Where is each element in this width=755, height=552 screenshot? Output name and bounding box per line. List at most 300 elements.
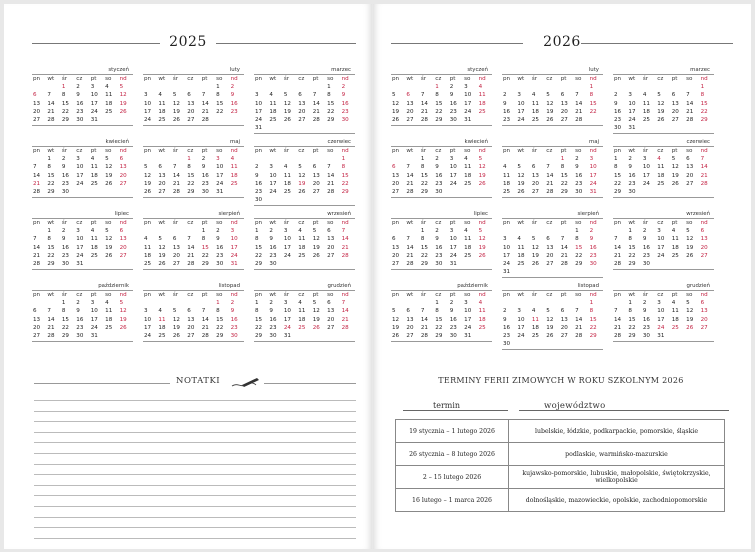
day-cell: 6 bbox=[33, 92, 37, 99]
month-rule bbox=[254, 269, 355, 270]
day-cell: 30 bbox=[76, 117, 84, 124]
day-cell: 10 bbox=[589, 164, 597, 171]
month-rule bbox=[391, 125, 492, 126]
day-cell: 27 bbox=[312, 189, 320, 196]
day-cell: 5 bbox=[119, 84, 124, 91]
weekday-header: pn bbox=[392, 292, 400, 298]
day-cell: 29 bbox=[575, 261, 583, 268]
day-cell: 2 bbox=[449, 84, 454, 91]
empty-cell bbox=[405, 83, 419, 91]
month-rule bbox=[613, 133, 714, 134]
day-cell: 24 bbox=[216, 180, 224, 187]
weekday-header: pt bbox=[449, 76, 456, 82]
weekday-header: śr bbox=[420, 76, 427, 82]
day-cell: 23 bbox=[76, 324, 84, 331]
day-cell: 19 bbox=[392, 108, 400, 115]
day-cell: 19 bbox=[172, 324, 180, 331]
day-cell: 26 bbox=[119, 324, 127, 331]
day-cell: 13 bbox=[392, 172, 400, 179]
day-cell: 20 bbox=[298, 108, 306, 115]
day-cell: 16 bbox=[269, 244, 277, 251]
month-czerwiec bbox=[254, 138, 355, 206]
table-row bbox=[396, 443, 725, 466]
day-cell: 18 bbox=[671, 316, 679, 323]
day-cell: 13 bbox=[406, 100, 414, 107]
day-cell: 27 bbox=[671, 117, 679, 124]
day-cell: 27 bbox=[327, 324, 335, 331]
day-cell: 6 bbox=[327, 228, 331, 235]
day-cell: 22 bbox=[255, 252, 263, 259]
day-cell: 15 bbox=[420, 244, 428, 251]
day-cell: 18 bbox=[158, 108, 166, 115]
day-cell: 16 bbox=[642, 316, 650, 323]
day-cell: 9 bbox=[61, 236, 66, 243]
day-cell: 22 bbox=[700, 108, 708, 115]
day-cell: 21 bbox=[327, 180, 335, 187]
day-cell: 15 bbox=[435, 316, 443, 323]
day-cell: 9 bbox=[61, 164, 66, 171]
day-cell: 25 bbox=[642, 117, 650, 124]
day-cell: 18 bbox=[531, 324, 539, 331]
right-page bbox=[373, 4, 751, 549]
weekday-header: pn bbox=[503, 292, 511, 298]
day-cell: 28 bbox=[341, 324, 349, 331]
day-cell: 30 bbox=[642, 261, 650, 268]
winter-break-table bbox=[395, 419, 725, 512]
day-cell: 17 bbox=[76, 244, 84, 251]
day-cell: 7 bbox=[341, 300, 346, 307]
day-cell: 23 bbox=[216, 252, 224, 259]
day-cell: 6 bbox=[700, 228, 705, 235]
day-cell: 21 bbox=[33, 252, 41, 259]
day-cell: 9 bbox=[449, 308, 454, 315]
weekday-header: pn bbox=[255, 148, 263, 154]
weekday-header: nd bbox=[119, 292, 127, 298]
weekday-header: pt bbox=[671, 220, 678, 226]
day-cell: 22 bbox=[47, 252, 55, 259]
day-cell: 4 bbox=[230, 156, 235, 163]
day-cell: 15 bbox=[255, 316, 263, 323]
day-cell: 1 bbox=[589, 84, 594, 91]
day-cell: 29 bbox=[327, 117, 335, 124]
day-cell: 25 bbox=[531, 117, 539, 124]
day-cell: 24 bbox=[657, 324, 665, 331]
weekday-header: wt bbox=[406, 292, 414, 298]
day-cell: 5 bbox=[531, 236, 536, 243]
day-cell: 18 bbox=[90, 244, 98, 251]
day-cell: 30 bbox=[435, 261, 443, 268]
day-cell: 4 bbox=[671, 228, 676, 235]
day-cell: 3 bbox=[657, 300, 661, 307]
day-cell: 13 bbox=[172, 244, 180, 251]
day-cell: 19 bbox=[312, 244, 320, 251]
day-cell: 10 bbox=[269, 172, 277, 179]
day-cell: 27 bbox=[298, 117, 306, 124]
month-rule bbox=[502, 197, 603, 198]
day-cell: 8 bbox=[216, 92, 220, 99]
weekday-header: pn bbox=[503, 76, 511, 82]
day-cell: 14 bbox=[312, 100, 320, 107]
day-cell: 7 bbox=[575, 308, 579, 315]
day-cell: 10 bbox=[517, 316, 525, 323]
day-cell: 4 bbox=[503, 164, 507, 171]
day-cell: 8 bbox=[420, 236, 425, 243]
weekday-header: so bbox=[216, 292, 223, 298]
weekday-header: so bbox=[686, 76, 693, 82]
weekday-header: wt bbox=[517, 292, 525, 298]
month-name: marzec bbox=[331, 67, 351, 73]
day-cell: 22 bbox=[61, 324, 69, 331]
day-cell: 11 bbox=[531, 100, 539, 107]
day-cell: 4 bbox=[90, 156, 95, 163]
weekday-header: nd bbox=[341, 76, 349, 82]
empty-cell bbox=[531, 155, 545, 163]
day-cell: 14 bbox=[33, 172, 41, 179]
day-cell: 4 bbox=[464, 228, 468, 235]
month-rule bbox=[502, 277, 603, 278]
day-cell: 15 bbox=[614, 172, 622, 179]
weekday-header: nd bbox=[230, 76, 238, 82]
day-cell: 2 bbox=[449, 300, 454, 307]
day-cell: 9 bbox=[255, 172, 259, 179]
day-cell: 3 bbox=[76, 228, 80, 235]
weekday-header: nd bbox=[119, 220, 127, 226]
day-cell: 30 bbox=[61, 189, 69, 196]
empty-cell bbox=[143, 83, 157, 91]
day-cell: 13 bbox=[312, 172, 320, 179]
day-cell: 23 bbox=[201, 180, 209, 187]
day-cell: 31 bbox=[90, 333, 98, 340]
day-cell: 5 bbox=[158, 236, 162, 243]
weekday-header: nd bbox=[119, 76, 127, 82]
day-cell: 9 bbox=[76, 308, 80, 315]
weekday-header: nd bbox=[700, 148, 708, 154]
empty-cell bbox=[32, 299, 46, 307]
month-name: czerwiec bbox=[686, 139, 710, 145]
weekday-header: pn bbox=[503, 148, 511, 154]
day-cell: 2 bbox=[201, 156, 206, 163]
day-cell: 6 bbox=[546, 236, 550, 243]
day-cell: 28 bbox=[201, 117, 209, 124]
day-cell: 20 bbox=[406, 324, 414, 331]
day-cell: 28 bbox=[327, 189, 335, 196]
day-cell: 29 bbox=[628, 333, 636, 340]
day-cell: 7 bbox=[420, 308, 425, 315]
weekday-header: śr bbox=[420, 220, 427, 226]
column-header-termin: termin bbox=[433, 401, 461, 410]
day-cell: 3 bbox=[269, 164, 273, 171]
weekday-header: so bbox=[686, 148, 693, 154]
day-cell: 22 bbox=[628, 324, 636, 331]
day-cell: 24 bbox=[642, 180, 650, 187]
day-cell: 1 bbox=[435, 300, 439, 307]
day-cell: 5 bbox=[478, 156, 483, 163]
day-cell: 20 bbox=[531, 180, 539, 187]
day-cell: 25 bbox=[478, 324, 486, 331]
day-cell: 28 bbox=[420, 117, 428, 124]
day-cell: 24 bbox=[503, 261, 511, 268]
day-cell: 30 bbox=[449, 117, 457, 124]
month-rule bbox=[391, 341, 492, 342]
empty-cell bbox=[545, 155, 559, 163]
month-grid bbox=[613, 218, 714, 268]
month-czerwiec bbox=[613, 138, 714, 198]
empty-cell bbox=[545, 227, 559, 235]
day-cell: 3 bbox=[449, 228, 454, 235]
day-cell: 27 bbox=[700, 252, 708, 259]
note-line bbox=[34, 411, 356, 412]
weekday-header: so bbox=[575, 148, 582, 154]
day-cell: 30 bbox=[435, 189, 443, 196]
weekday-header: pn bbox=[614, 148, 622, 154]
day-cell: 25 bbox=[269, 117, 277, 124]
day-cell: 16 bbox=[76, 100, 84, 107]
month-grid bbox=[32, 146, 133, 196]
day-cell: 8 bbox=[327, 92, 331, 99]
day-cell: 13 bbox=[560, 100, 568, 107]
day-cell: 21 bbox=[614, 252, 622, 259]
day-cell: 16 bbox=[614, 108, 622, 115]
weekday-header: pn bbox=[614, 292, 622, 298]
day-cell: 11 bbox=[503, 172, 511, 179]
day-cell: 28 bbox=[172, 189, 180, 196]
day-cell: 11 bbox=[158, 100, 166, 107]
weekday-header: nd bbox=[478, 148, 486, 154]
day-cell: 19 bbox=[546, 108, 554, 115]
month-name: luty bbox=[229, 67, 240, 73]
notes-title: NOTATKI bbox=[176, 376, 221, 386]
weekday-header: cz bbox=[657, 220, 664, 226]
day-cell: 7 bbox=[47, 92, 51, 99]
day-cell: 7 bbox=[406, 236, 410, 243]
day-cell: 22 bbox=[47, 180, 55, 187]
weekday-header: so bbox=[686, 220, 693, 226]
weekday-header: pn bbox=[144, 76, 152, 82]
weekday-header: pt bbox=[201, 76, 208, 82]
day-cell: 16 bbox=[61, 172, 69, 179]
day-cell: 12 bbox=[546, 316, 554, 323]
month-październik bbox=[32, 282, 133, 342]
day-cell: 12 bbox=[312, 236, 320, 243]
day-cell: 24 bbox=[90, 108, 98, 115]
day-cell: 24 bbox=[144, 333, 152, 340]
empty-cell bbox=[642, 83, 656, 91]
empty-cell bbox=[574, 83, 588, 91]
day-cell: 17 bbox=[464, 100, 472, 107]
day-cell: 26 bbox=[283, 117, 291, 124]
wojewodztwo-cell: kujawsko-pomorskie, lubuskie, małopolskie, świętokrzyskie, wielkopolskie bbox=[509, 466, 725, 489]
weekday-header: so bbox=[464, 220, 471, 226]
weekday-header: wt bbox=[47, 220, 55, 226]
day-cell: 2 bbox=[61, 156, 66, 163]
day-cell: 1 bbox=[255, 228, 259, 235]
day-cell: 26 bbox=[312, 324, 320, 331]
day-cell: 6 bbox=[187, 308, 191, 315]
empty-cell bbox=[420, 83, 434, 91]
day-cell: 1 bbox=[201, 228, 206, 235]
day-cell: 14 bbox=[187, 244, 195, 251]
day-cell: 15 bbox=[341, 172, 349, 179]
day-cell: 30 bbox=[614, 125, 622, 132]
day-cell: 18 bbox=[531, 108, 539, 115]
day-cell: 23 bbox=[61, 252, 69, 259]
day-cell: 23 bbox=[76, 108, 84, 115]
day-cell: 14 bbox=[575, 316, 583, 323]
weekday-header: cz bbox=[76, 220, 83, 226]
day-cell: 7 bbox=[546, 164, 550, 171]
day-cell: 3 bbox=[144, 92, 148, 99]
day-cell: 7 bbox=[327, 164, 331, 171]
empty-cell bbox=[297, 155, 311, 163]
weekday-header: nd bbox=[700, 220, 708, 226]
year-title: 2025 bbox=[169, 34, 207, 50]
empty-cell bbox=[143, 227, 157, 235]
day-cell: 12 bbox=[657, 100, 665, 107]
day-cell: 6 bbox=[172, 236, 177, 243]
day-cell: 10 bbox=[76, 236, 84, 243]
day-cell: 10 bbox=[657, 308, 665, 315]
day-cell: 30 bbox=[230, 333, 238, 340]
day-cell: 12 bbox=[478, 236, 486, 243]
day-cell: 4 bbox=[105, 300, 109, 307]
day-cell: 27 bbox=[560, 117, 568, 124]
day-cell: 20 bbox=[560, 324, 568, 331]
month-rule bbox=[143, 197, 244, 198]
day-cell: 24 bbox=[255, 117, 263, 124]
day-cell: 23 bbox=[642, 324, 650, 331]
day-cell: 8 bbox=[47, 164, 51, 171]
day-cell: 12 bbox=[144, 172, 152, 179]
day-cell: 21 bbox=[312, 108, 320, 115]
day-cell: 28 bbox=[187, 261, 195, 268]
day-cell: 27 bbox=[406, 117, 414, 124]
day-cell: 6 bbox=[187, 92, 191, 99]
day-cell: 16 bbox=[449, 100, 457, 107]
day-cell: 21 bbox=[560, 252, 568, 259]
empty-cell bbox=[516, 299, 530, 307]
day-cell: 2 bbox=[269, 228, 273, 235]
day-cell: 14 bbox=[172, 172, 180, 179]
day-cell: 20 bbox=[327, 316, 335, 323]
empty-cell bbox=[186, 227, 200, 235]
empty-cell bbox=[46, 299, 60, 307]
empty-cell bbox=[545, 83, 559, 91]
day-cell: 15 bbox=[327, 100, 335, 107]
weekday-header: nd bbox=[230, 148, 238, 154]
month-name: kwiecień bbox=[105, 139, 129, 145]
day-cell: 12 bbox=[392, 100, 400, 107]
weekday-header: pn bbox=[33, 76, 41, 82]
day-cell: 21 bbox=[47, 324, 55, 331]
day-cell: 2 bbox=[503, 308, 507, 315]
day-cell: 10 bbox=[449, 164, 457, 171]
day-cell: 4 bbox=[283, 164, 288, 171]
weekday-header: nd bbox=[478, 76, 486, 82]
day-cell: 22 bbox=[628, 252, 636, 259]
note-line bbox=[34, 506, 356, 507]
weekday-header: wt bbox=[517, 220, 525, 226]
month-maj bbox=[502, 138, 603, 198]
day-cell: 23 bbox=[449, 324, 457, 331]
day-cell: 29 bbox=[435, 333, 443, 340]
day-cell: 29 bbox=[614, 189, 622, 196]
day-cell: 21 bbox=[187, 252, 195, 259]
weekday-header: cz bbox=[187, 220, 194, 226]
empty-cell bbox=[391, 299, 405, 307]
day-cell: 25 bbox=[531, 333, 539, 340]
month-grid bbox=[502, 218, 603, 276]
note-line bbox=[34, 538, 356, 539]
day-cell: 22 bbox=[216, 324, 224, 331]
day-cell: 28 bbox=[406, 261, 414, 268]
empty-cell bbox=[32, 227, 46, 235]
weekday-header: pt bbox=[312, 76, 319, 82]
day-cell: 20 bbox=[187, 108, 195, 115]
day-cell: 15 bbox=[47, 172, 55, 179]
day-cell: 21 bbox=[47, 108, 55, 115]
weekday-header: cz bbox=[187, 148, 194, 154]
weekday-header: pn bbox=[392, 220, 400, 226]
day-cell: 22 bbox=[341, 180, 349, 187]
day-cell: 27 bbox=[33, 117, 41, 124]
weekday-header: pn bbox=[33, 292, 41, 298]
day-cell: 21 bbox=[172, 180, 180, 187]
day-cell: 16 bbox=[230, 316, 238, 323]
weekday-header: cz bbox=[298, 220, 305, 226]
day-cell: 5 bbox=[392, 308, 396, 315]
empty-cell bbox=[627, 83, 641, 91]
day-cell: 21 bbox=[341, 316, 349, 323]
day-cell: 13 bbox=[119, 236, 127, 243]
day-cell: 17 bbox=[230, 244, 238, 251]
day-cell: 31 bbox=[503, 269, 511, 276]
day-cell: 9 bbox=[269, 236, 273, 243]
month-rule bbox=[254, 133, 355, 134]
weekday-header: wt bbox=[406, 76, 414, 82]
day-cell: 24 bbox=[90, 324, 98, 331]
day-cell: 8 bbox=[575, 236, 579, 243]
day-cell: 20 bbox=[119, 172, 127, 179]
day-cell: 22 bbox=[61, 108, 69, 115]
weekday-header: pt bbox=[449, 220, 456, 226]
empty-cell bbox=[143, 155, 157, 163]
weekday-header: pn bbox=[144, 148, 152, 154]
weekday-header: nd bbox=[341, 220, 349, 226]
empty-cell bbox=[420, 299, 434, 307]
day-cell: 10 bbox=[628, 100, 636, 107]
day-cell: 9 bbox=[503, 316, 507, 323]
day-cell: 14 bbox=[406, 244, 414, 251]
day-cell: 28 bbox=[341, 252, 349, 259]
day-cell: 20 bbox=[392, 252, 400, 259]
weekday-header: wt bbox=[406, 220, 414, 226]
day-cell: 26 bbox=[119, 108, 127, 115]
day-cell: 22 bbox=[435, 108, 443, 115]
weekday-header: wt bbox=[269, 292, 277, 298]
day-cell: 22 bbox=[255, 324, 263, 331]
day-cell: 25 bbox=[464, 180, 472, 187]
day-cell: 12 bbox=[686, 308, 694, 315]
day-cell: 13 bbox=[187, 100, 195, 107]
day-cell: 26 bbox=[531, 261, 539, 268]
weekday-header: nd bbox=[230, 292, 238, 298]
day-cell: 14 bbox=[201, 316, 209, 323]
day-cell: 29 bbox=[201, 261, 209, 268]
day-cell: 21 bbox=[686, 108, 694, 115]
note-line bbox=[34, 400, 356, 401]
day-cell: 13 bbox=[158, 172, 166, 179]
day-cell: 5 bbox=[283, 92, 288, 99]
